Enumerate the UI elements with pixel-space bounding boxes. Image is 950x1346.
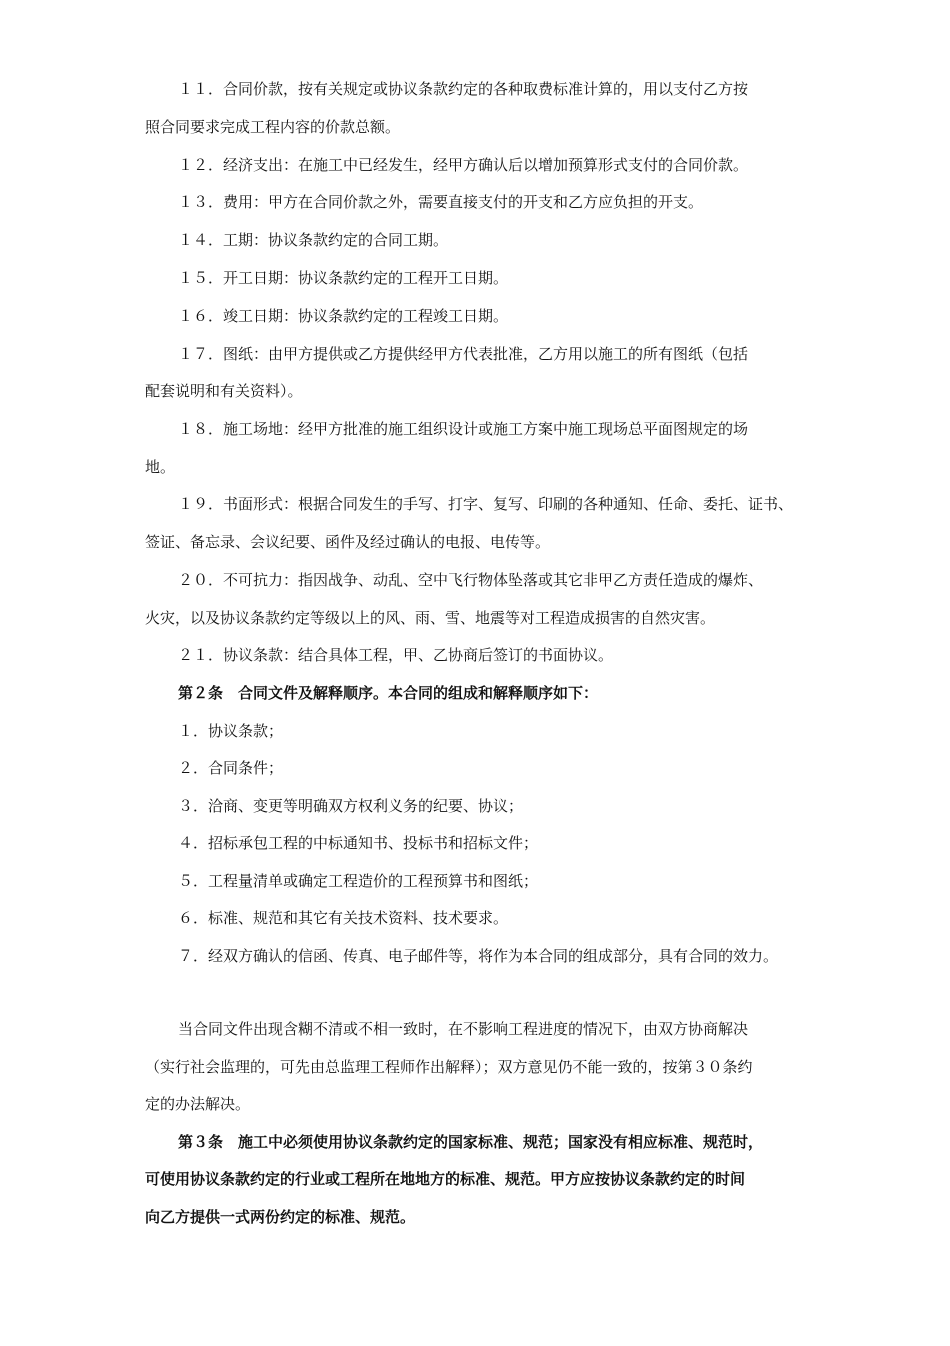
list-item-1: １．协议条款； [178, 722, 284, 740]
clause-18-line-1: １８．施工场地：经甲方批准的施工组织设计或施工方案中施工现场总平面图规定的场 [178, 420, 749, 438]
clause-17-line-1: １７．图纸：由甲方提供或乙方提供经甲方代表批准，乙方用以施工的所有图纸（包括 [178, 345, 749, 363]
list-item-3: ３．洽商、变更等明确双方权利义务的纪要、协议； [178, 797, 524, 815]
interpretation-line-2: （实行社会监理的，可先由总监理工程师作出解释）；双方意见仍不能一致的，按第３０条约 [145, 1058, 753, 1076]
clause-12: １２．经济支出：在施工中已经发生，经甲方确认后以增加预算形式支付的合同价款。 [178, 156, 749, 174]
clause-18-line-2: 地。 [145, 458, 176, 476]
clause-20-line-2: 火灾，以及协议条款约定等级以上的风、雨、雪、地震等对工程造成损害的自然灾害。 [145, 609, 716, 627]
article-3-line-1: 第３条 施工中必须使用协议条款约定的国家标准、规范；国家没有相应标准、规范时， [178, 1133, 764, 1151]
clause-14: １４．工期：协议条款约定的合同工期。 [178, 231, 449, 249]
clause-11-line-2: 照合同要求完成工程内容的价款总额。 [145, 118, 401, 136]
list-item-6: ６．标准、规范和其它有关技术资料、技术要求。 [178, 909, 509, 927]
clause-13: １３．费用：甲方在合同价款之外，需要直接支付的开支和乙方应负担的开支。 [178, 193, 704, 211]
clause-15: １５．开工日期：协议条款约定的工程开工日期。 [178, 269, 509, 287]
list-item-7: ７．经双方确认的信函、传真、电子邮件等，将作为本合同的组成部分，具有合同的效力。 [178, 947, 779, 965]
clause-17-line-2: 配套说明和有关资料）。 [145, 382, 303, 400]
interpretation-line-1: 当合同文件出现含糊不清或不相一致时，在不影响工程进度的情况下，由双方协商解决 [178, 1020, 749, 1038]
interpretation-line-3: 定的办法解决。 [145, 1095, 251, 1113]
clause-21: ２１．协议条款：结合具体工程，甲、乙协商后签订的书面协议。 [178, 646, 614, 664]
article-3-line-2: 可使用协议条款约定的行业或工程所在地地方的标准、规范。甲方应按协议条款约定的时间 [145, 1170, 746, 1188]
clause-19-line-2: 签证、备忘录、会议纪要、函件及经过确认的电报、电传等。 [145, 533, 551, 551]
list-item-5: ５．工程量清单或确定工程造价的工程预算书和图纸； [178, 872, 539, 890]
clause-20-line-1: ２０．不可抗力：指因战争、动乱、空中飞行物体坠落或其它非甲乙方责任造成的爆炸、 [178, 571, 764, 589]
clause-11-line-1: １１．合同价款，按有关规定或协议条款约定的各种取费标准计算的，用以支付乙方按 [178, 80, 749, 98]
clause-19-line-1: １９．书面形式：根据合同发生的手写、打字、复写、印刷的各种通知、任命、委托、证书、 [178, 495, 794, 513]
list-item-2: ２．合同条件； [178, 759, 284, 777]
article-2-heading: 第２条 合同文件及解释顺序。本合同的组成和解释顺序如下： [178, 684, 599, 702]
article-3-line-3: 向乙方提供一式两份约定的标准、规范。 [145, 1208, 416, 1226]
list-item-4: ４．招标承包工程的中标通知书、投标书和招标文件； [178, 834, 539, 852]
clause-16: １６．竣工日期：协议条款约定的工程竣工日期。 [178, 307, 509, 325]
